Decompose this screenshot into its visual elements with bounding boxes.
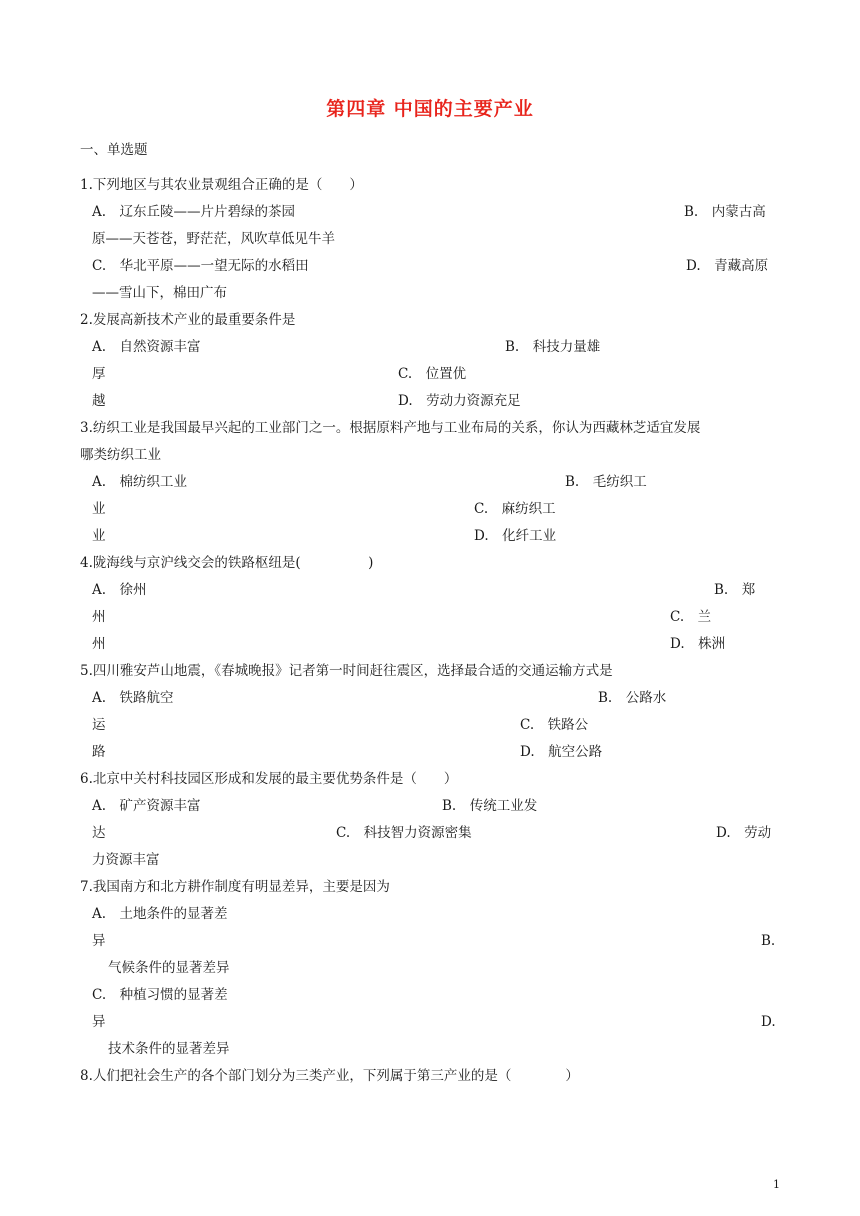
q4-option-b: B. 郑 <box>714 582 756 598</box>
q1-option-a: A. 辽东丘陵——片片碧绿的茶园 <box>92 204 296 220</box>
q4-option-c: C. 兰 <box>670 609 712 625</box>
q5-option-a: A. 铁路航空 <box>92 690 174 706</box>
q1-option-b: B. 内蒙古高 <box>684 204 766 220</box>
q6-option-d-cont: 力资源丰富 <box>92 852 160 868</box>
q7-option-a: A. 土地条件的显著差 <box>92 906 228 922</box>
q7-stem: 7.我国南方和北方耕作制度有明显差异，主要是因为 <box>80 879 390 895</box>
q5-option-b-cont: 运 <box>92 717 106 733</box>
q3-option-b: B. 毛纺织工 <box>565 474 647 490</box>
q2-option-a: A. 自然资源丰富 <box>92 339 201 355</box>
q3-option-d: D. 化纤工业 <box>474 528 557 544</box>
q1-option-b-cont: 原——天苍苍，野茫茫，风吹草低见牛羊 <box>92 231 335 247</box>
q3-option-a: A. 棉纺织工业 <box>92 474 188 490</box>
chapter-title: 第四章 中国的主要产业 <box>326 98 534 120</box>
q2-option-c-cont: 越 <box>92 393 106 409</box>
q2-option-c: C. 位置优 <box>398 366 467 382</box>
section-heading: 一、单选题 <box>80 142 148 158</box>
q2-option-d: D. 劳动力资源充足 <box>398 393 521 409</box>
q6-option-b-cont: 达 <box>92 825 106 841</box>
q6-option-d: D. 劳动 <box>716 825 772 841</box>
page-number: 1 <box>773 1178 780 1191</box>
q2-option-b-cont: 厚 <box>92 366 106 382</box>
q3-stem: 3.纺织工业是我国最早兴起的工业部门之一。根据原料产地与工业布局的关系，你认为西藏林芝适宜发展 <box>80 420 701 436</box>
q5-option-c: C. 铁路公 <box>520 717 589 733</box>
q6-option-b: B. 传统工业发 <box>442 798 538 814</box>
q4-option-d: D. 株洲 <box>670 636 726 652</box>
q7-option-c: C. 种植习惯的显著差 <box>92 987 228 1003</box>
q7-option-a-cont: 异 <box>92 933 106 949</box>
q7-option-c-cont: 异 <box>92 1014 106 1030</box>
q7-option-d: D. <box>761 1014 776 1030</box>
q1-option-c: C. 华北平原——一望无际的水稻田 <box>92 258 309 274</box>
q5-option-b: B. 公路水 <box>598 690 667 706</box>
q5-stem: 5.四川雅安芦山地震，《春城晚报》记者第一时间赶往震区，选择最合适的交通运输方式是 <box>80 663 613 679</box>
q6-option-a: A. 矿产资源丰富 <box>92 798 201 814</box>
q6-stem: 6.北京中关村科技园区形成和发展的最主要优势条件是（ ） <box>80 771 458 787</box>
q7-option-d-text: 技术条件的显著差异 <box>108 1041 230 1057</box>
q4-option-a: A. 徐州 <box>92 582 147 598</box>
q2-stem: 2.发展高新技术产业的最重要条件是 <box>80 312 296 328</box>
q5-option-c-cont: 路 <box>92 744 106 760</box>
q4-stem: 4.陇海线与京沪线交会的铁路枢纽是( ) <box>80 555 374 571</box>
q3-stem-cont: 哪类纺织工业 <box>80 447 161 463</box>
q6-option-c: C. 科技智力资源密集 <box>336 825 472 841</box>
q1-option-d: D. 青藏高原 <box>686 258 769 274</box>
q7-option-b: B. <box>761 933 776 949</box>
q1-stem: 1.下列地区与其农业景观组合正确的是（ ） <box>80 177 363 193</box>
q4-option-c-cont: 州 <box>92 636 106 652</box>
q5-option-d: D. 航空公路 <box>520 744 603 760</box>
q3-option-c: C. 麻纺织工 <box>474 501 556 517</box>
q1-option-d-cont: ——雪山下，棉田广布 <box>92 285 227 301</box>
q3-option-c-cont: 业 <box>92 528 106 544</box>
q7-option-b-text: 气候条件的显著差异 <box>108 960 230 976</box>
q8-stem: 8.人们把社会生产的各个部门划分为三类产业，下列属于第三产业的是（ ） <box>80 1068 579 1084</box>
q3-option-b-cont: 业 <box>92 501 106 517</box>
q4-option-b-cont: 州 <box>92 609 106 625</box>
q2-option-b: B. 科技力量雄 <box>505 339 601 355</box>
